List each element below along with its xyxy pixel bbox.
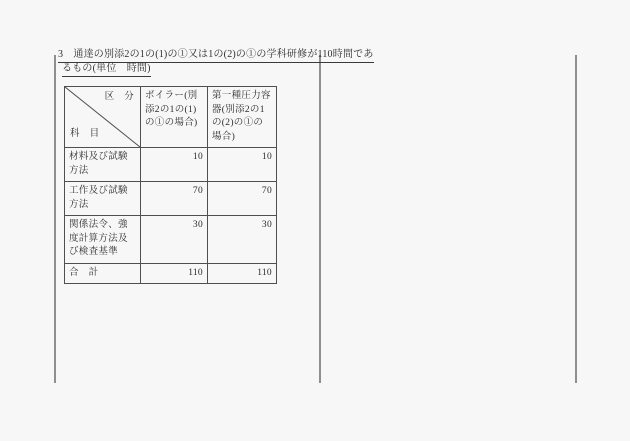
page-rule-left: [54, 55, 56, 383]
corner-label-subject: 科 目: [70, 128, 100, 139]
table-corner-cell: [65, 87, 141, 148]
section-heading-line2: るもの(単位 時間): [62, 63, 151, 77]
column-header-pressure-vessel: 第一種圧力容器(別添2の1の(2)の①の場合): [208, 87, 277, 148]
table-row: [65, 182, 277, 216]
table-total-row: [65, 263, 277, 284]
page-column-divider: [319, 55, 321, 383]
table-row: [65, 216, 277, 264]
total-value-boiler: 110: [141, 263, 208, 284]
corner-label-category: 区 分: [104, 92, 134, 102]
page-rule-right: [575, 55, 577, 383]
row-label: 材料及び試験方法: [65, 148, 141, 182]
total-value-pressure-vessel: 110: [208, 263, 277, 284]
row-value-boiler: 70: [141, 182, 208, 216]
total-row-label: 合 計: [65, 263, 141, 284]
curriculum-hours-table: [64, 86, 277, 284]
section-heading-line1: 3 通達の別添2の1の(1)の①又は1の(2)の①の学科研修が110時間であ: [58, 49, 374, 63]
row-value-pressure-vessel: 10: [208, 148, 277, 182]
table-header-row: [65, 87, 277, 148]
section-heading: [58, 49, 374, 77]
row-label: 関係法令、強度計算方法及び検査基準: [65, 216, 141, 264]
column-header-boiler: ボイラー(別添2の1の(1)の①の場合): [141, 87, 208, 148]
row-value-pressure-vessel: 70: [208, 182, 277, 216]
row-label: 工作及び試験方法: [65, 182, 141, 216]
row-value-boiler: 10: [141, 148, 208, 182]
row-value-boiler: 30: [141, 216, 208, 264]
row-value-pressure-vessel: 30: [208, 216, 277, 264]
table-row: [65, 148, 277, 182]
